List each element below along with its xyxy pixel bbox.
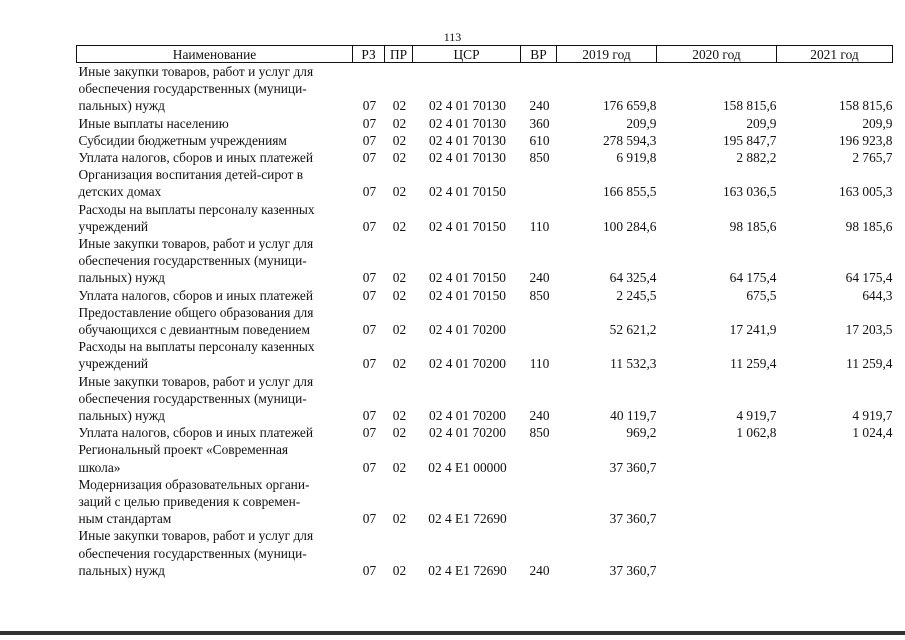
row-2020 [657,527,777,579]
row-name [77,132,353,149]
row-pr: 02 [392,150,407,166]
row-2021: 17 203,5 [845,322,893,338]
row-2020: 98 185,6 [729,218,777,234]
row-name-line: Субсидии бюджетным учреждениям [78,132,287,148]
row-rz: 07 [362,132,377,148]
row-rz: 07 [362,562,377,578]
row-rz: 07 [362,184,377,200]
row-vr: 850 [529,425,550,441]
row-csr: 02 4 E1 72690 [428,511,507,527]
row-2019: 37 360,7 [609,459,657,475]
row-pr: 02 [392,218,407,234]
row-2020: 17 241,9 [729,322,777,338]
row-pr: 02 [392,287,407,303]
header-csr: ЦСР [413,46,521,63]
row-name [77,424,353,441]
row-rz: 07 [362,322,377,338]
row-rz: 07 [362,287,377,303]
header-rz: РЗ [353,46,385,63]
row-name [77,166,353,200]
row-csr: 02 4 E1 00000 [428,459,507,475]
row-2021: 644,3 [862,287,893,303]
header-2020: 2020 год [657,46,777,63]
table-row [77,527,893,579]
row-pr: 02 [392,132,407,148]
row-vr: 240 [529,98,550,114]
row-pr: 02 [392,459,407,475]
row-name-line: Региональный проект «Современная [78,442,289,458]
table-row [77,373,893,425]
row-rz: 07 [362,425,377,441]
row-pr: 02 [392,184,407,200]
table-body [77,63,893,580]
row-2021: 158 815,6 [838,98,893,114]
header-vr: ВР [521,46,557,63]
table-row [77,166,893,200]
row-pr: 02 [392,115,407,131]
row-rz: 07 [362,98,377,114]
header-2019: 2019 год [557,46,657,63]
row-2020 [657,476,777,528]
row-2019: 11 532,3 [610,356,657,372]
row-pr: 02 [392,322,407,338]
row-csr: 02 4 01 70200 [429,425,506,441]
row-name-line: обеспечения государственных (муници- [78,253,307,269]
row-name-line: Иные закупки товаров, работ и услуг для [78,373,314,389]
row-rz: 07 [362,218,377,234]
row-2019: 37 360,7 [609,562,657,578]
row-name-line: пальных) нужд [78,98,165,114]
row-rz: 07 [362,356,377,372]
table-row [77,441,893,475]
row-2020: 2 882,2 [736,150,777,166]
row-2019: 278 594,3 [602,132,657,148]
row-2019: 6 919,8 [616,150,657,166]
row-vr: 610 [529,132,550,148]
row-name-line: Иные закупки товаров, работ и услуг для [78,528,314,544]
row-csr: 02 4 01 70150 [429,270,506,286]
row-name-line: детских домах [78,184,162,200]
row-rz: 07 [362,511,377,527]
row-rz: 07 [362,459,377,475]
row-vr [521,166,557,200]
row-2019: 166 855,5 [602,184,657,200]
row-pr: 02 [392,511,407,527]
row-name-line: учреждений [78,218,149,234]
row-name [77,441,353,475]
table-row [77,132,893,149]
table-row [77,424,893,441]
row-2019: 209,9 [626,115,657,131]
row-rz: 07 [362,408,377,424]
row-name-line: Иные закупки товаров, работ и услуг для [78,64,314,79]
row-pr: 02 [392,408,407,424]
header-2021: 2021 год [777,46,893,63]
row-name-line: Предоставление общего образования для [78,304,314,320]
row-vr: 360 [529,115,550,131]
row-rz: 07 [362,270,377,286]
row-pr: 02 [392,270,407,286]
table-row [77,115,893,132]
row-csr: 02 4 01 70150 [429,287,506,303]
table-row [77,304,893,338]
page-bottom-rule [0,631,905,635]
row-2020: 195 847,7 [722,132,777,148]
row-2021: 209,9 [862,115,893,131]
row-csr: 02 4 01 70130 [429,115,506,131]
row-2020 [657,441,777,475]
table-row [77,287,893,304]
row-name-line: Уплата налогов, сборов и иных платежей [78,425,314,441]
row-2020: 64 175,4 [729,270,777,286]
row-2020: 209,9 [746,115,777,131]
row-name [77,338,353,372]
row-csr: 02 4 01 70200 [429,356,506,372]
row-csr: 02 4 01 70150 [429,218,506,234]
row-name-line: Уплата налогов, сборов и иных платежей [78,150,314,166]
row-name [77,115,353,132]
row-2020: 675,5 [746,287,777,303]
row-2021: 4 919,7 [852,408,893,424]
row-name [77,287,353,304]
row-pr: 02 [392,356,407,372]
row-2019: 2 245,5 [616,287,657,303]
row-2019: 64 325,4 [609,270,657,286]
row-name-line: ным стандартам [78,511,172,527]
table-row [77,476,893,528]
row-2020: 158 815,6 [722,98,777,114]
row-name [77,63,353,115]
row-pr: 02 [392,98,407,114]
row-2021: 11 259,4 [846,356,893,372]
row-2019: 969,2 [626,425,657,441]
row-vr: 850 [529,287,550,303]
row-name-line: учреждений [78,356,149,372]
row-name [77,304,353,338]
row-2019: 52 621,2 [609,322,657,338]
header-name: Наименование [77,46,353,63]
row-vr: 850 [529,150,550,166]
row-name-line: обеспечения государственных (муници- [78,545,307,561]
row-csr: 02 4 01 70130 [429,98,506,114]
row-2021: 64 175,4 [845,270,893,286]
row-name-line: Расходы на выплаты персоналу казенных [78,201,315,217]
row-name-line: школа» [78,459,121,475]
row-pr: 02 [392,425,407,441]
table-row [77,235,893,287]
row-2019: 100 284,6 [602,218,657,234]
row-name-line: пальных) нужд [78,562,165,578]
row-name-line: обучающихся с девиантным поведением [78,322,310,338]
row-2021: 2 765,7 [852,150,893,166]
row-name-line: Иные закупки товаров, работ и услуг для [78,236,314,252]
row-name-line: заций с целью приведения к современ- [78,494,301,510]
table-row [77,63,893,115]
page-number: 113 [443,30,462,44]
row-name-line: обеспечения государственных (муници- [78,81,307,97]
row-name [77,149,353,166]
row-2019: 176 659,8 [602,98,657,114]
row-name [77,235,353,287]
row-csr: 02 4 01 70150 [429,184,506,200]
row-pr: 02 [392,562,407,578]
row-2021: 196 923,8 [838,132,893,148]
table-row [77,201,893,235]
row-name [77,527,353,579]
header-pr: ПР [385,46,413,63]
row-rz: 07 [362,150,377,166]
row-2020: 11 259,4 [730,356,777,372]
row-csr: 02 4 E1 72690 [428,562,507,578]
table-row [77,338,893,372]
row-csr: 02 4 01 70130 [429,150,506,166]
row-csr: 02 4 01 70200 [429,408,506,424]
row-2021: 163 005,3 [838,184,893,200]
row-name-line: Уплата налогов, сборов и иных платежей [78,287,314,303]
row-2021 [777,527,893,579]
row-name-line: пальных) нужд [78,408,165,424]
row-vr: 240 [529,408,550,424]
row-csr: 02 4 01 70130 [429,132,506,148]
table-row [77,149,893,166]
row-2021: 98 185,6 [845,218,893,234]
row-2019: 40 119,7 [610,408,657,424]
row-2020: 4 919,7 [736,408,777,424]
row-vr: 240 [529,562,550,578]
row-vr [521,476,557,528]
table-header-row [77,46,893,63]
row-2021 [777,441,893,475]
row-name-line: пальных) нужд [78,270,165,286]
row-name [77,201,353,235]
row-name-line: Организация воспитания детей-сирот в [78,167,304,183]
row-name-line: Расходы на выплаты персоналу казенных [78,339,315,355]
row-name [77,476,353,528]
row-2020: 163 036,5 [722,184,777,200]
row-2021: 1 024,4 [852,425,893,441]
row-rz: 07 [362,115,377,131]
row-vr [521,441,557,475]
row-csr: 02 4 01 70200 [429,322,506,338]
row-2020: 1 062,8 [736,425,777,441]
row-name-line: обеспечения государственных (муници- [78,390,307,406]
row-name [77,373,353,425]
row-2019: 37 360,7 [609,511,657,527]
row-vr [521,304,557,338]
row-vr: 110 [529,356,550,372]
row-vr: 110 [529,218,550,234]
row-name-line: Модернизация образовательных органи- [78,476,310,492]
budget-table [76,45,893,579]
row-name-line: Иные выплаты населению [78,115,229,131]
row-2021 [777,476,893,528]
row-vr: 240 [529,270,550,286]
